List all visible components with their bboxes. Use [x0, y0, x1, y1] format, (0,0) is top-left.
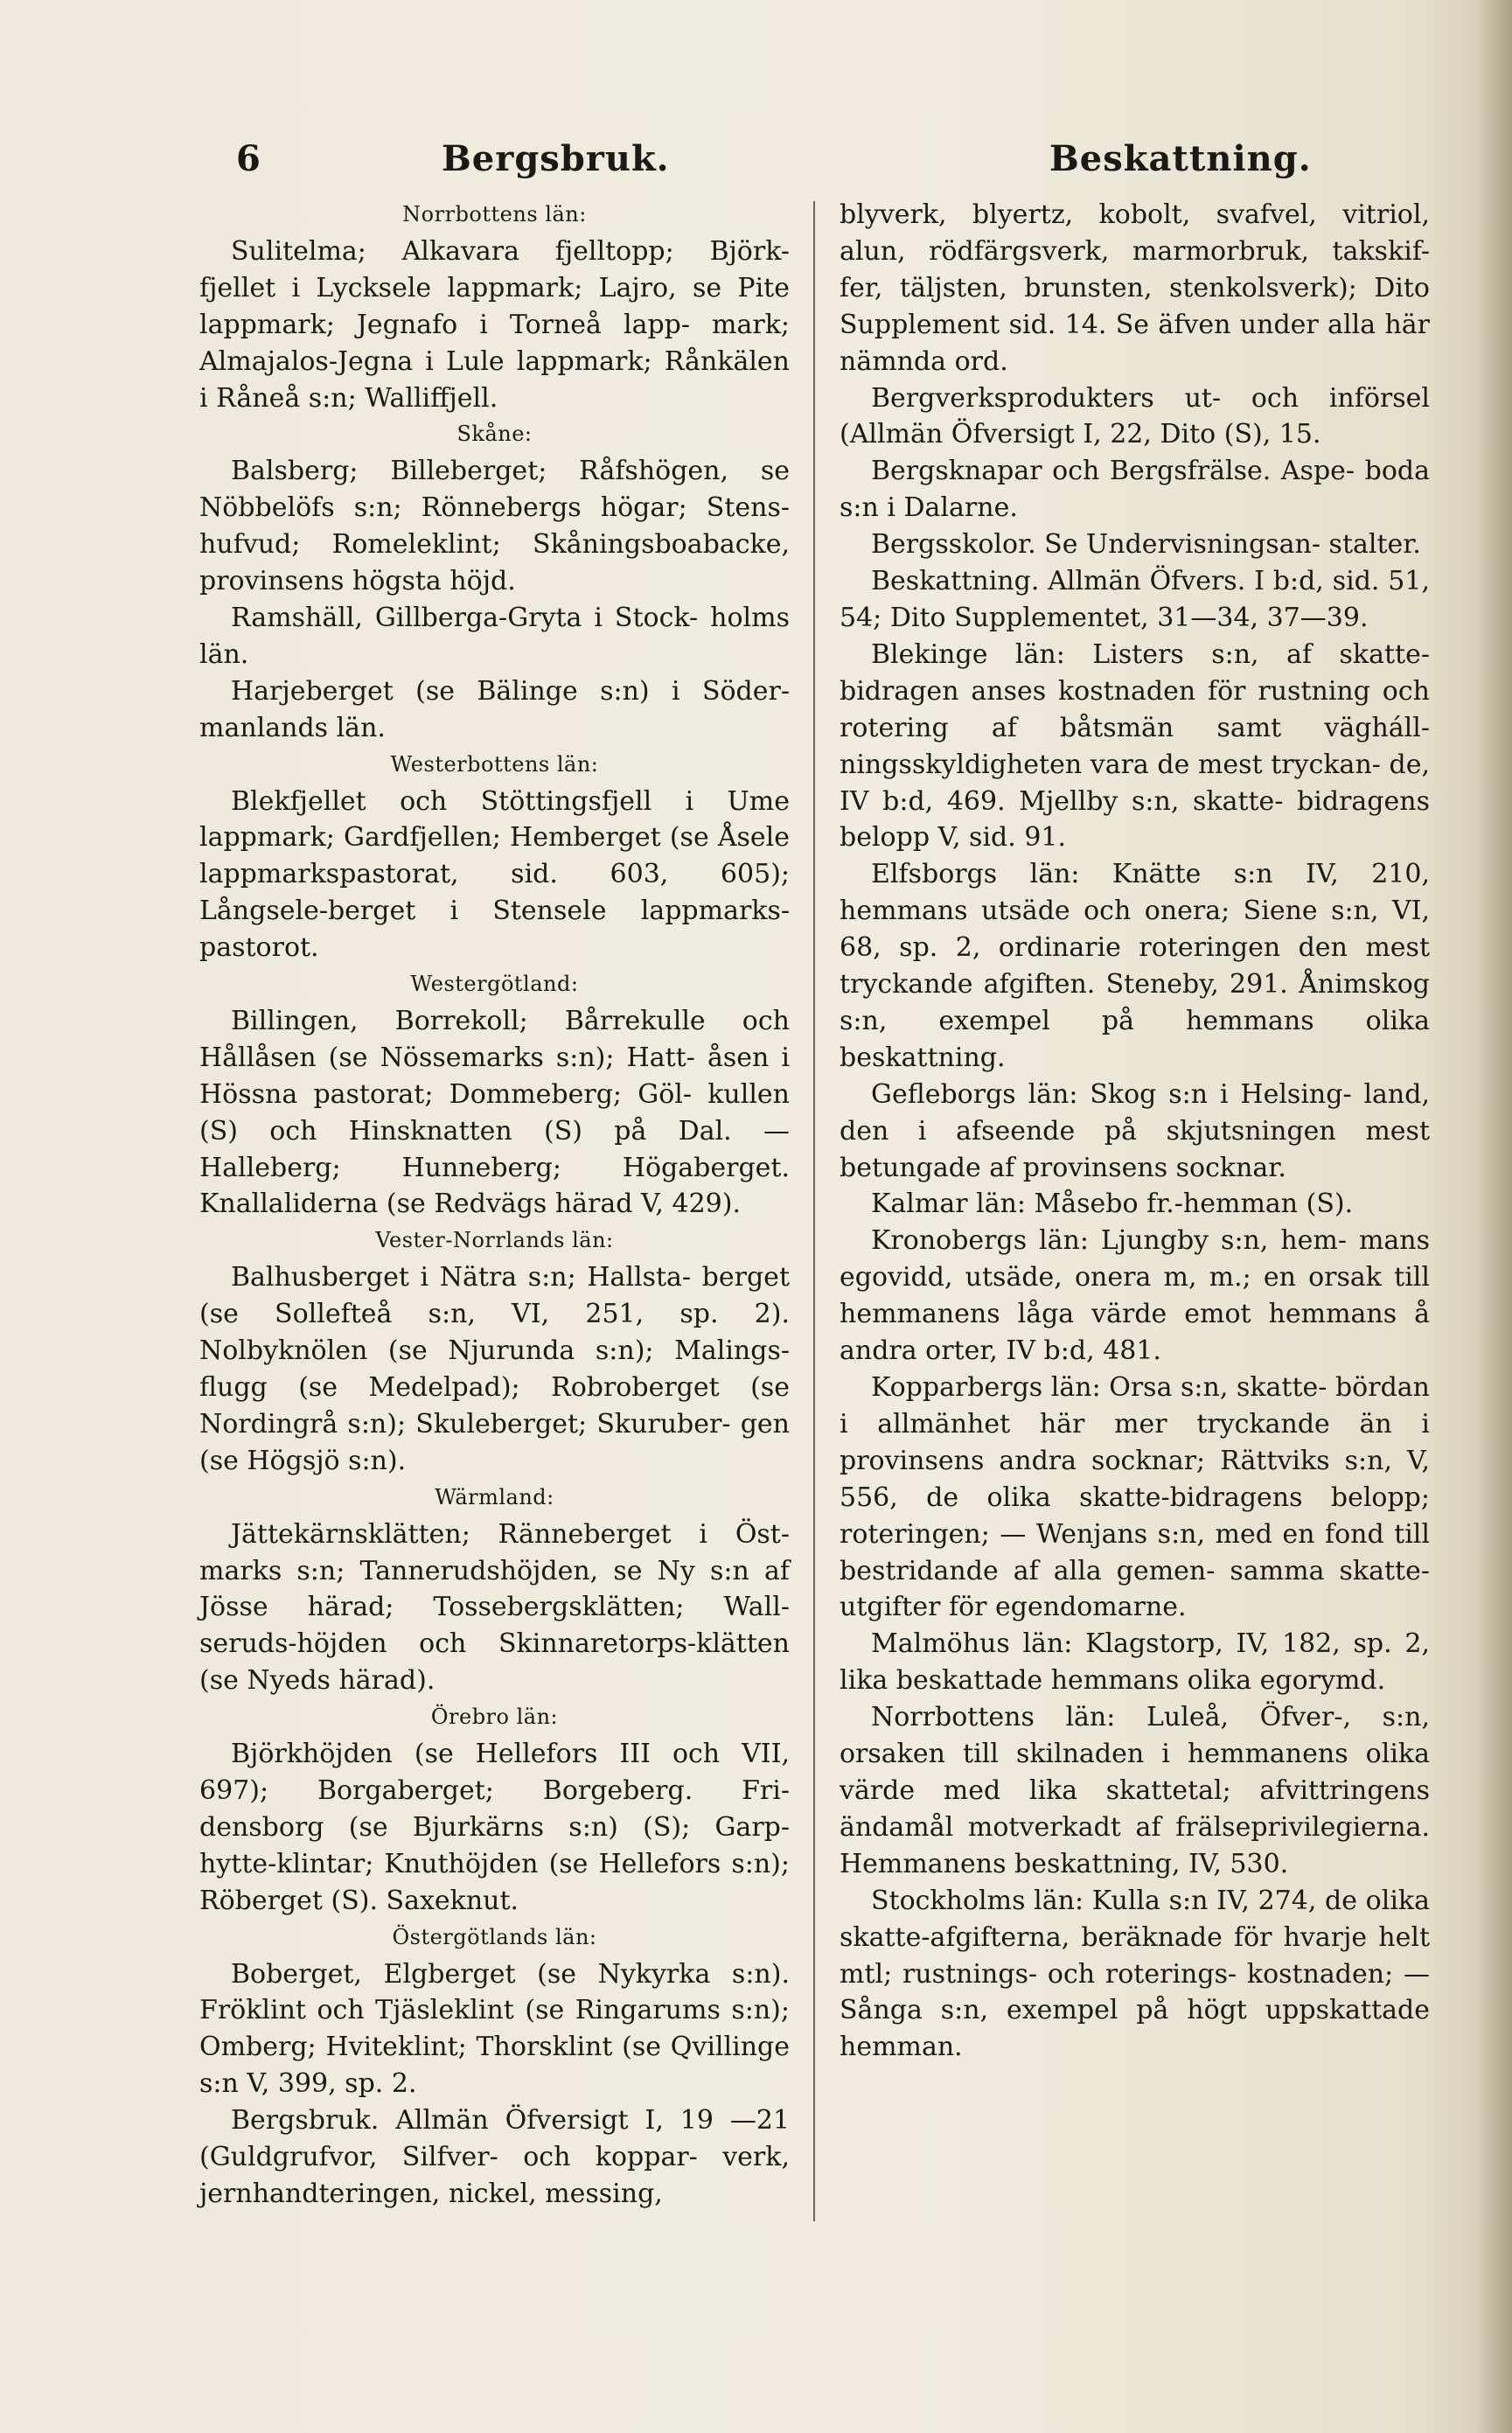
paragraph: Bergsknapar och Bergsfrälse. Aspe- boda s:n i Dalarne.: [840, 456, 1430, 524]
paragraph: Ramshäll, Gillberga-Gryta i Stock- holms län.: [199, 602, 790, 670]
paragraph: Gefleborgs län: Skog s:n i Helsing- land, den i afseende på skjutsningen mest betungade af provinsens socknar.: [840, 1078, 1430, 1183]
section-heading: Westerbottens län:: [390, 751, 599, 777]
section-heading: Östergötlands län:: [392, 1924, 597, 1949]
paragraph: Balhusberget i Nätra s:n; Hallsta- berget (se Sollefteå s:n, VI, 251, sp. 2). Nolbyknölen (se Njurunda s:n); Malings- flugg (se Medelpad); Robroberget (se Nordingrå s:n); Skuleberget; Skuruber- gen (se Högsjö s:n).: [199, 1262, 790, 1476]
running-head-right: Beskattning.: [1049, 138, 1312, 179]
section-heading: Skåne:: [456, 422, 533, 447]
left-column: [199, 197, 790, 2213]
paragraph: Kronobergs län: Ljungby s:n, hem- mans egovidd, utsäde, onera m, m.; en orsak till hemmanens låga värde emot hemmans å andra orter, IV b:d, 481.: [840, 1225, 1430, 1367]
paragraph: Bergverksprodukters ut- och införsel (Allmän Öfversigt I, 22, Dito (S), 15.: [840, 382, 1430, 450]
section-heading: Vester-Norrlands län:: [375, 1228, 614, 1253]
paragraph: Sulitelma; Alkavara fjelltopp; Björk- fjellet i Lycksele lappmark; Lajro, se Pite lappmark; Jegnafo i Torneå lapp- mark; Almajalos-Jegna i Lule lappmark; Rånkälen i Råneå s:n; Walliffjell.: [199, 235, 790, 414]
paragraph: Stockholms län: Kulla s:n IV, 274, de olika skatte-afgifterna, beräknade för hvarje helt mtl; rustnings- och roterings- kostnaden; — Sånga s:n, exempel på högt uppskattade hemman.: [840, 1885, 1430, 2063]
paragraph: Bergsskolor. Se Undervisningsan- stalter.: [871, 529, 1421, 561]
paragraph: Norrbottens län: Luleå, Öfver-, s:n, orsaken till skilnaden i hemmanens olika värde med lika skattetal; afvittringens ändamål motverkadt af frälseprivilegierna. Hemmanens beskattning, IV, 530.: [840, 1702, 1430, 1879]
paragraph: Balsberg; Billeberget; Råfshögen, se Nöbbelöfs s:n; Rönnebergs högar; Stens- hufvud; Romeleklint; Skåningsboabacke, provinsens högsta höjd.: [199, 456, 790, 597]
paragraph: blyverk, blyertz, kobolt, svafvel, vitriol, alun, rödfärgsverk, marmorbruk, takskif- fer, täljsten, brunsten, stenkolsverk); Dito Supplement sid. 14. Se äfven under alla här nämnda ord.: [840, 199, 1430, 377]
paragraph: Boberget, Elgberget (se Nykyrka s:n). Fröklint och Tjäsleklint (se Ringarums s:n); Omberg; Hviteklint; Thorsklint (se Qvillinge s:n V, 399, sp. 2.: [199, 1958, 790, 2100]
section-heading: Wärmland:: [435, 1484, 554, 1509]
paragraph: Beskattning. Allmän Öfvers. I b:d, sid. 51, 54; Dito Supplementet, 31—34, 37—39.: [840, 566, 1430, 633]
paragraph: Malmöhus län: Klagstorp, IV, 182, sp. 2, lika beskattade hemmans olika egorymd.: [840, 1628, 1430, 1697]
section-heading: Norrbottens län:: [402, 202, 587, 227]
running-head-left: Bergsbruk.: [442, 138, 670, 179]
paragraph: Blekinge län: Listers s:n, af skatte- bidragen anses kostnaden för rustning och rotering af båtsmän samt vägháll- ningsskyldigheten vara de mest tryckan- de, IV b:d, 469. Mjellby s:n, skatte- bidragens belopp V, sid. 91.: [840, 638, 1430, 854]
column-divider: [813, 201, 815, 2221]
paragraph: Kalmar län: Måsebo fr.-hemman (S).: [871, 1189, 1354, 1220]
right-column: [840, 197, 1430, 2066]
paragraph: Elfsborgs län: Knätte s:n IV, 210, hemmans utsäde och onera; Siene s:n, VI, 68, sp. 2, ordinarie roteringen den mest tryckande afgiften. Steneby, 291. Ånimskog s:n, exempel på hemmans olika beskattning.: [840, 859, 1430, 1073]
paragraph: Harjeberget (se Bälinge s:n) i Söder- manlands län.: [199, 675, 790, 743]
paragraph: Billingen, Borrekoll; Bårrekulle och Hållåsen (se Nössemarks s:n); Hatt- åsen i Hössna pastorat; Dommeberg; Göl- kullen (S) och Hinsknatten (S) på Dal. — Halleberg; Hunneberg; Högaberget. Knallaliderna (se Redvägs härad V, 429).: [199, 1005, 790, 1220]
paragraph: Jättekärnsklätten; Ränneberget i Öst- marks s:n; Tannerudshöjden, se Ny s:n af Jösse härad; Tossebergsklätten; Wall- seruds-höjden och Skinnaretorps-klätten (se Nyeds härad).: [199, 1518, 790, 1697]
paragraph: Blekfjellet och Stöttingsfjell i Ume lappmark; Gardfjellen; Hemberget (se Åsele lappmarkspastorat, sid. 603, 605); Långsele-berget i Stensele lappmarks- pastorot.: [199, 785, 790, 964]
section-heading: Westergötland:: [410, 972, 579, 997]
section-heading: Örebro län:: [430, 1704, 559, 1730]
page-header: [0, 131, 1512, 184]
paragraph: Kopparbergs län: Orsa s:n, skatte- bördan i allmänhet här mer tryckande än i provinsens andra socknar; Rättviks s:n, V, 556, de olika skatte-bidragens belopp; roteringen; — Wenjans s:n, med en fond till bestridande af alla gemen- samma skatte-utgifter för egendomarne.: [840, 1372, 1430, 1623]
paragraph: Björkhöjden (se Hellefors III och VII, 697); Borgaberget; Borgeberg. Fri- densborg (se Bjurkärns s:n) (S); Garp- hytte-klintar; Knuthöjden (se Hellefors s:n); Röberget (S). Saxeknut.: [199, 1739, 790, 1916]
page-number: 6: [236, 138, 261, 179]
paragraph: Bergsbruk. Allmän Öfversigt I, 19 —21 (Guldgrufvor, Silfver- och koppar- verk, jernhandteringen, nickel, messing,: [199, 2105, 790, 2209]
page-edge-shadow: [1477, 0, 1512, 2433]
